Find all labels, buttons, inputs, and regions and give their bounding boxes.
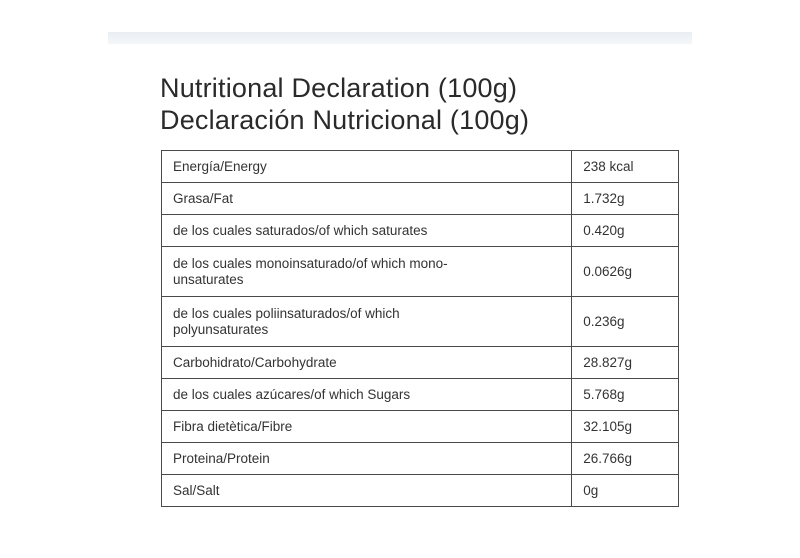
table-row <box>162 247 679 297</box>
row-value: 0g <box>572 475 679 507</box>
row-label: Sal/Salt <box>162 475 572 507</box>
table-row <box>162 347 679 379</box>
table-row <box>162 379 679 411</box>
row-label: Carbohidrato/Carbohydrate <box>162 347 572 379</box>
table-row <box>162 215 679 247</box>
row-value: 0.420g <box>572 215 679 247</box>
row-label: Fibra dietètica/Fibre <box>162 411 572 443</box>
row-value: 5.768g <box>572 379 679 411</box>
table-row <box>162 475 679 507</box>
row-value: 26.766g <box>572 443 679 475</box>
row-label-text: de los cuales poliinsaturados/of which polyunsaturates <box>173 305 400 337</box>
row-value: 0.236g <box>572 297 679 347</box>
table-row <box>162 411 679 443</box>
table-row <box>162 183 679 215</box>
table-row <box>162 297 679 347</box>
table-row <box>162 151 679 183</box>
row-label: de los cuales saturados/of which saturates <box>162 215 572 247</box>
row-value: 238 kcal <box>572 151 679 183</box>
row-value: 28.827g <box>572 347 679 379</box>
row-label: Grasa/Fat <box>162 183 572 215</box>
nutrition-table <box>161 150 679 507</box>
row-value: 32.105g <box>572 411 679 443</box>
row-value: 0.0626g <box>572 247 679 297</box>
top-divider-strip <box>108 32 692 44</box>
row-label <box>162 297 572 347</box>
row-value: 1.732g <box>572 183 679 215</box>
row-label: de los cuales azúcares/of which Sugars <box>162 379 572 411</box>
row-label: Energía/Energy <box>162 151 572 183</box>
heading-english: Nutritional Declaration (100g) <box>160 73 518 103</box>
row-label: Proteina/Protein <box>162 443 572 475</box>
row-label-text: de los cuales monoinsaturado/of which mono-unsaturates <box>173 255 448 287</box>
table-row <box>162 443 679 475</box>
heading-spanish: Declaración Nutricional (100g) <box>160 105 530 135</box>
row-label <box>162 247 572 297</box>
nutrition-heading <box>160 72 680 136</box>
